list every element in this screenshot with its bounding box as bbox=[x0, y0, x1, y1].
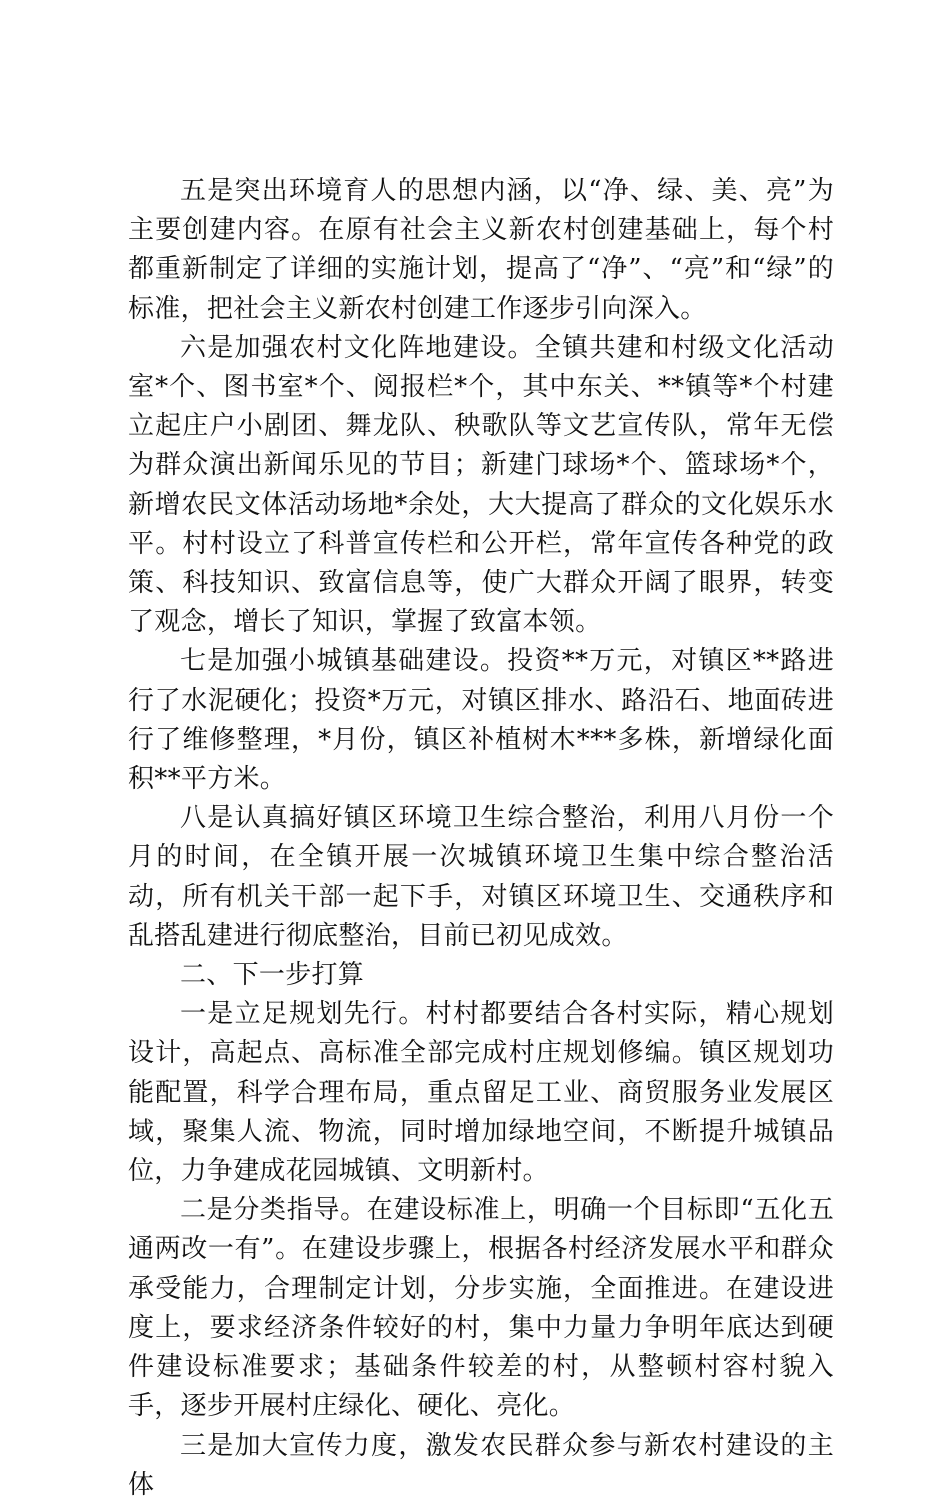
paragraph-infrastructure: 七是加强小城镇基础建设。投资**万元，对镇区**路进行了水泥硬化；投资*万元，对镇区排水、路沿石、地面砖进行了维修整理，*月份，镇区补植树木***多株，新增绿化面积**平方米。 bbox=[128, 646, 834, 795]
paragraph-publicity: 三是加大宣传力度，激发农民群众参与新农村建设的主体 bbox=[128, 1430, 834, 1500]
paragraph-sanitation: 八是认真搞好镇区环境卫生综合整治，利用八月份一个月的时间，在全镇开展一次城镇环境卫生集中综合整治活动，所有机关干部一起下手，对镇区环境卫生、交通秩序和乱搭乱建进行彻底整治，目前已初见成效。 bbox=[128, 803, 834, 951]
paragraph-culture: 六是加强农村文化阵地建设。全镇共建和村级文化活动室*个、图书室*个、阅报栏*个，其中东关、**镇等*个村建立起庄户小剧团、舞龙队、秧歌队等文艺宣传队，常年无偿为群众演出新闻乐见的节目；新建门球场*个、篮球场*个，新增农民文体活动场地*余处，大大提高了群众的文化娱乐水平。村村设立了科普宣传栏和公开栏，常年宣传各种党的政策、科技知识、致富信息等，使广大群众开阔了眼界，转变了观念，增长了知识，掌握了致富本领。 bbox=[128, 332, 834, 638]
paragraph-planning: 一是立足规划先行。村村都要结合各村实际，精心规划设计，高起点、高标准全部完成村庄规划修编。镇区规划功能配置，科学合理布局，重点留足工业、商贸服务业发展区域，聚集人流、物流，同时增加绿地空间，不断提升城镇品位，力争建成花园城镇、文明新村。 bbox=[128, 999, 834, 1187]
document-body bbox=[128, 172, 834, 1505]
section-heading-next-steps: 二、下一步打算 bbox=[180, 960, 365, 991]
paragraph-environment: 五是突出环境育人的思想内涵，以“净、绿、美、亮”为主要创建内容。在原有社会主义新农村创建基础上，每个村都重新制定了详细的实施计划，提高了“净”、“亮”和“绿”的标准，把社会主义新农村创建工作逐步引向深入。 bbox=[128, 176, 834, 324]
paragraph-guidance: 二是分类指导。在建设标准上，明确一个目标即“五化五通两改一有”。在建设步骤上，根据各村经济发展水平和群众承受能力，合理制定计划，分步实施，全面推进。在建设进度上，要求经济条件较好的村，集中力量力争明年底达到硬件建设标准要求；基础条件较差的村，从整顿村容村貌入手，逐步开展村庄绿化、硬化、亮化。 bbox=[128, 1195, 834, 1422]
